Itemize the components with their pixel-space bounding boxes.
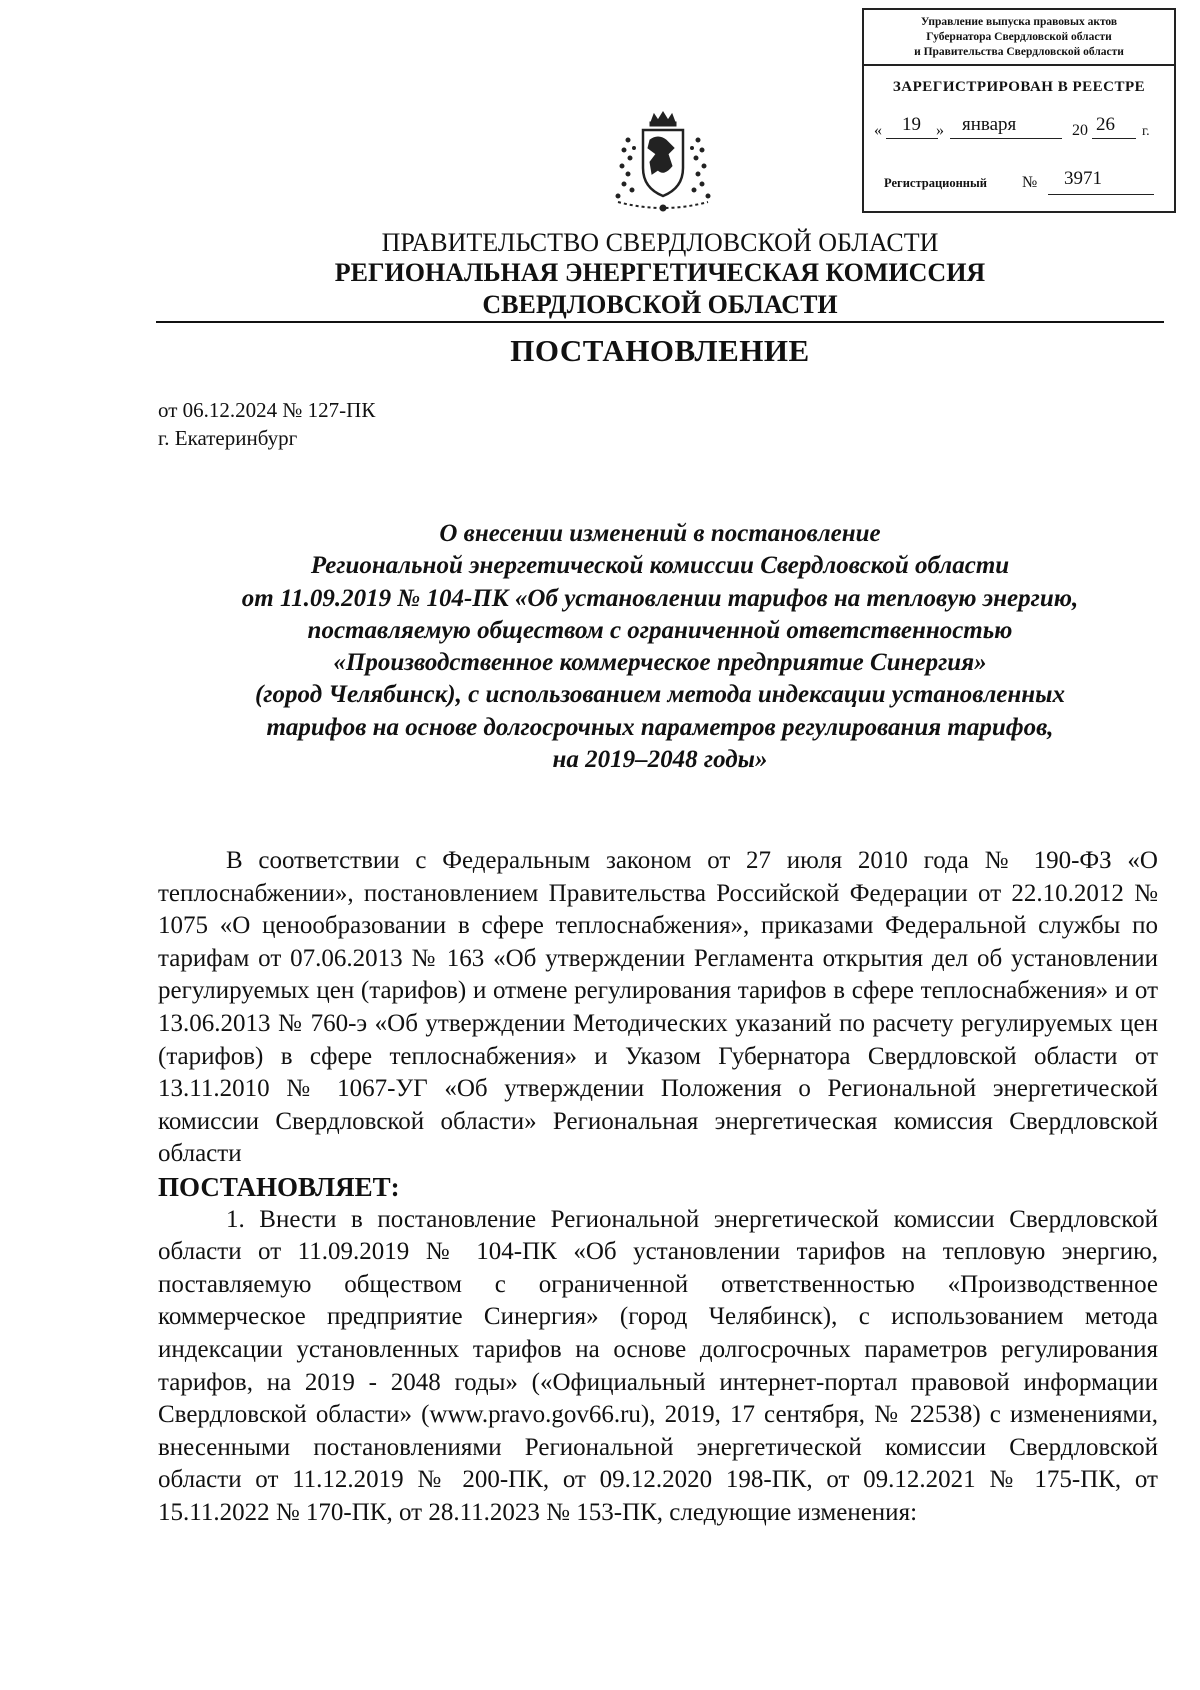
stamp-date: [874, 116, 1170, 146]
stamp-year-line: [1092, 138, 1136, 139]
subject-line: О внесении изменений в постановление: [439, 520, 881, 547]
stamp-reg-line: [1048, 194, 1154, 195]
subject-line: от 11.09.2019 № 104-ПК «Об установлении тарифов на тепловую энергию,: [241, 584, 1079, 612]
stamp-day-line: [886, 138, 938, 139]
preamble-paragraph: В соответствии с Федеральным законом от 27 июля 2010 года № 190-ФЗ «О теплоснабжении», постановлением Правительства Российской Федерации от 22.10.2012 № 1075 «О ценообразовании в сфере теплоснабжения», приказами Федеральной службы по тарифам от 07.06.2013 № 163 «Об утверждении Регламента открытия дел об установлении регулируемых цен (тарифов) и отмене регулирования тарифов в сфере теплоснабжения» и от 13.06.2013 № 760-э «Об утверждении Методических указаний по расчету регулируемых цен (тарифов) в сфере теплоснабжения» и Указом Губернатора Свердловской области от 13.11.2010 № 1067-УГ «Об утверждении Положения о Региональной энергетической комиссии Свердловской области» Региональная энергетическая комиссия Свердловской области: [158, 847, 1158, 1168]
registration-stamp: [862, 8, 1176, 213]
stamp-year-unit: г.: [1142, 124, 1150, 139]
document-city: г. Екатеринбург: [158, 426, 298, 450]
document-type: ПОСТАНОВЛЕНИЕ: [510, 333, 810, 368]
commission-name-line-1: РЕГИОНАЛЬНАЯ ЭНЕРГЕТИЧЕСКАЯ КОМИССИЯ: [334, 258, 986, 287]
stamp-month-line: [950, 138, 1062, 139]
stamp-office: [864, 10, 1174, 66]
stamp-quote-open: «: [874, 122, 882, 139]
header-divider: [156, 321, 1164, 323]
item-1-paragraph: 1. Внести в постановление Региональной энергетической комиссии Свердловской области от 11.09.2019 № 104-ПК «Об установлении тарифов на тепловую энергию, поставляемую обществом с ограниченной ответственностью «Производственное коммерческое предприятие Синергия» (город Челябинск), с использованием метода индексации установленных тарифов на основе долгосрочных параметров регулирования тарифов, на 2019 - 2048 годы» («Официальный интернет-портал правовой информации Свердловской области» (www.pravo.gov66.ru), 2019, 17 сентября, № 22538) с изменениями, внесенными постановлениями Региональной энергетической комиссии Свердловской области от 11.12.2019 № 200-ПК, от 09.12.2020 198-ПК, от 09.12.2021 № 175-ПК, от 15.11.2022 № 170-ПК, от 28.11.2023 № 153-ПК, следующие изменения:: [158, 1205, 1158, 1526]
document-subject: [180, 518, 1140, 776]
stamp-day: 19: [902, 114, 921, 135]
decree-word: ПОСТАНОВЛЯЕТ:: [158, 1171, 400, 1202]
stamp-office-line-1: Управление выпуска правовых актов: [920, 16, 1118, 28]
commission-name-line-2: СВЕРДЛОВСКОЙ ОБЛАСТИ: [482, 290, 838, 319]
subject-line: «Производственное коммерческое предприятие Синергия»: [333, 649, 987, 677]
stamp-year-prefix: 20: [1072, 122, 1088, 139]
stamp-quote-close: »: [936, 122, 944, 139]
stamp-month: января: [962, 114, 1017, 135]
stamp-reg-label: Регистрационный: [884, 176, 987, 190]
stamp-reg-number: 3971: [1064, 168, 1102, 189]
stamp-office-line-2: Губернатора Свердловской области: [926, 31, 1112, 43]
subject-line: поставляемую обществом с ограниченной ответственностью: [307, 616, 1013, 644]
government-name: ПРАВИТЕЛЬСТВО СВЕРДЛОВСКОЙ ОБЛАСТИ: [381, 228, 939, 257]
stamp-registered-label: ЗАРЕГИСТРИРОВАН В РЕЕСТРЕ: [892, 79, 1146, 95]
stamp-office-line-3: и Правительства Свердловской области: [914, 46, 1124, 58]
document-body: [158, 845, 1158, 1529]
subject-line: Региональной энергетической комиссии Свердловской области: [310, 552, 1010, 580]
subject-line: тарифов на основе долгосрочных параметров регулирования тарифов,: [266, 713, 1054, 741]
stamp-reg-sign: №: [1022, 174, 1038, 191]
subject-line: на 2019–2048 годы»: [552, 746, 768, 774]
document-date-number: от 06.12.2024 № 127-ПК: [158, 398, 376, 422]
stamp-year-suffix: 26: [1096, 114, 1115, 135]
coat-of-arms-icon: [588, 110, 738, 220]
subject-line: (город Челябинск), с использованием метода индексации установленных: [254, 681, 1065, 709]
